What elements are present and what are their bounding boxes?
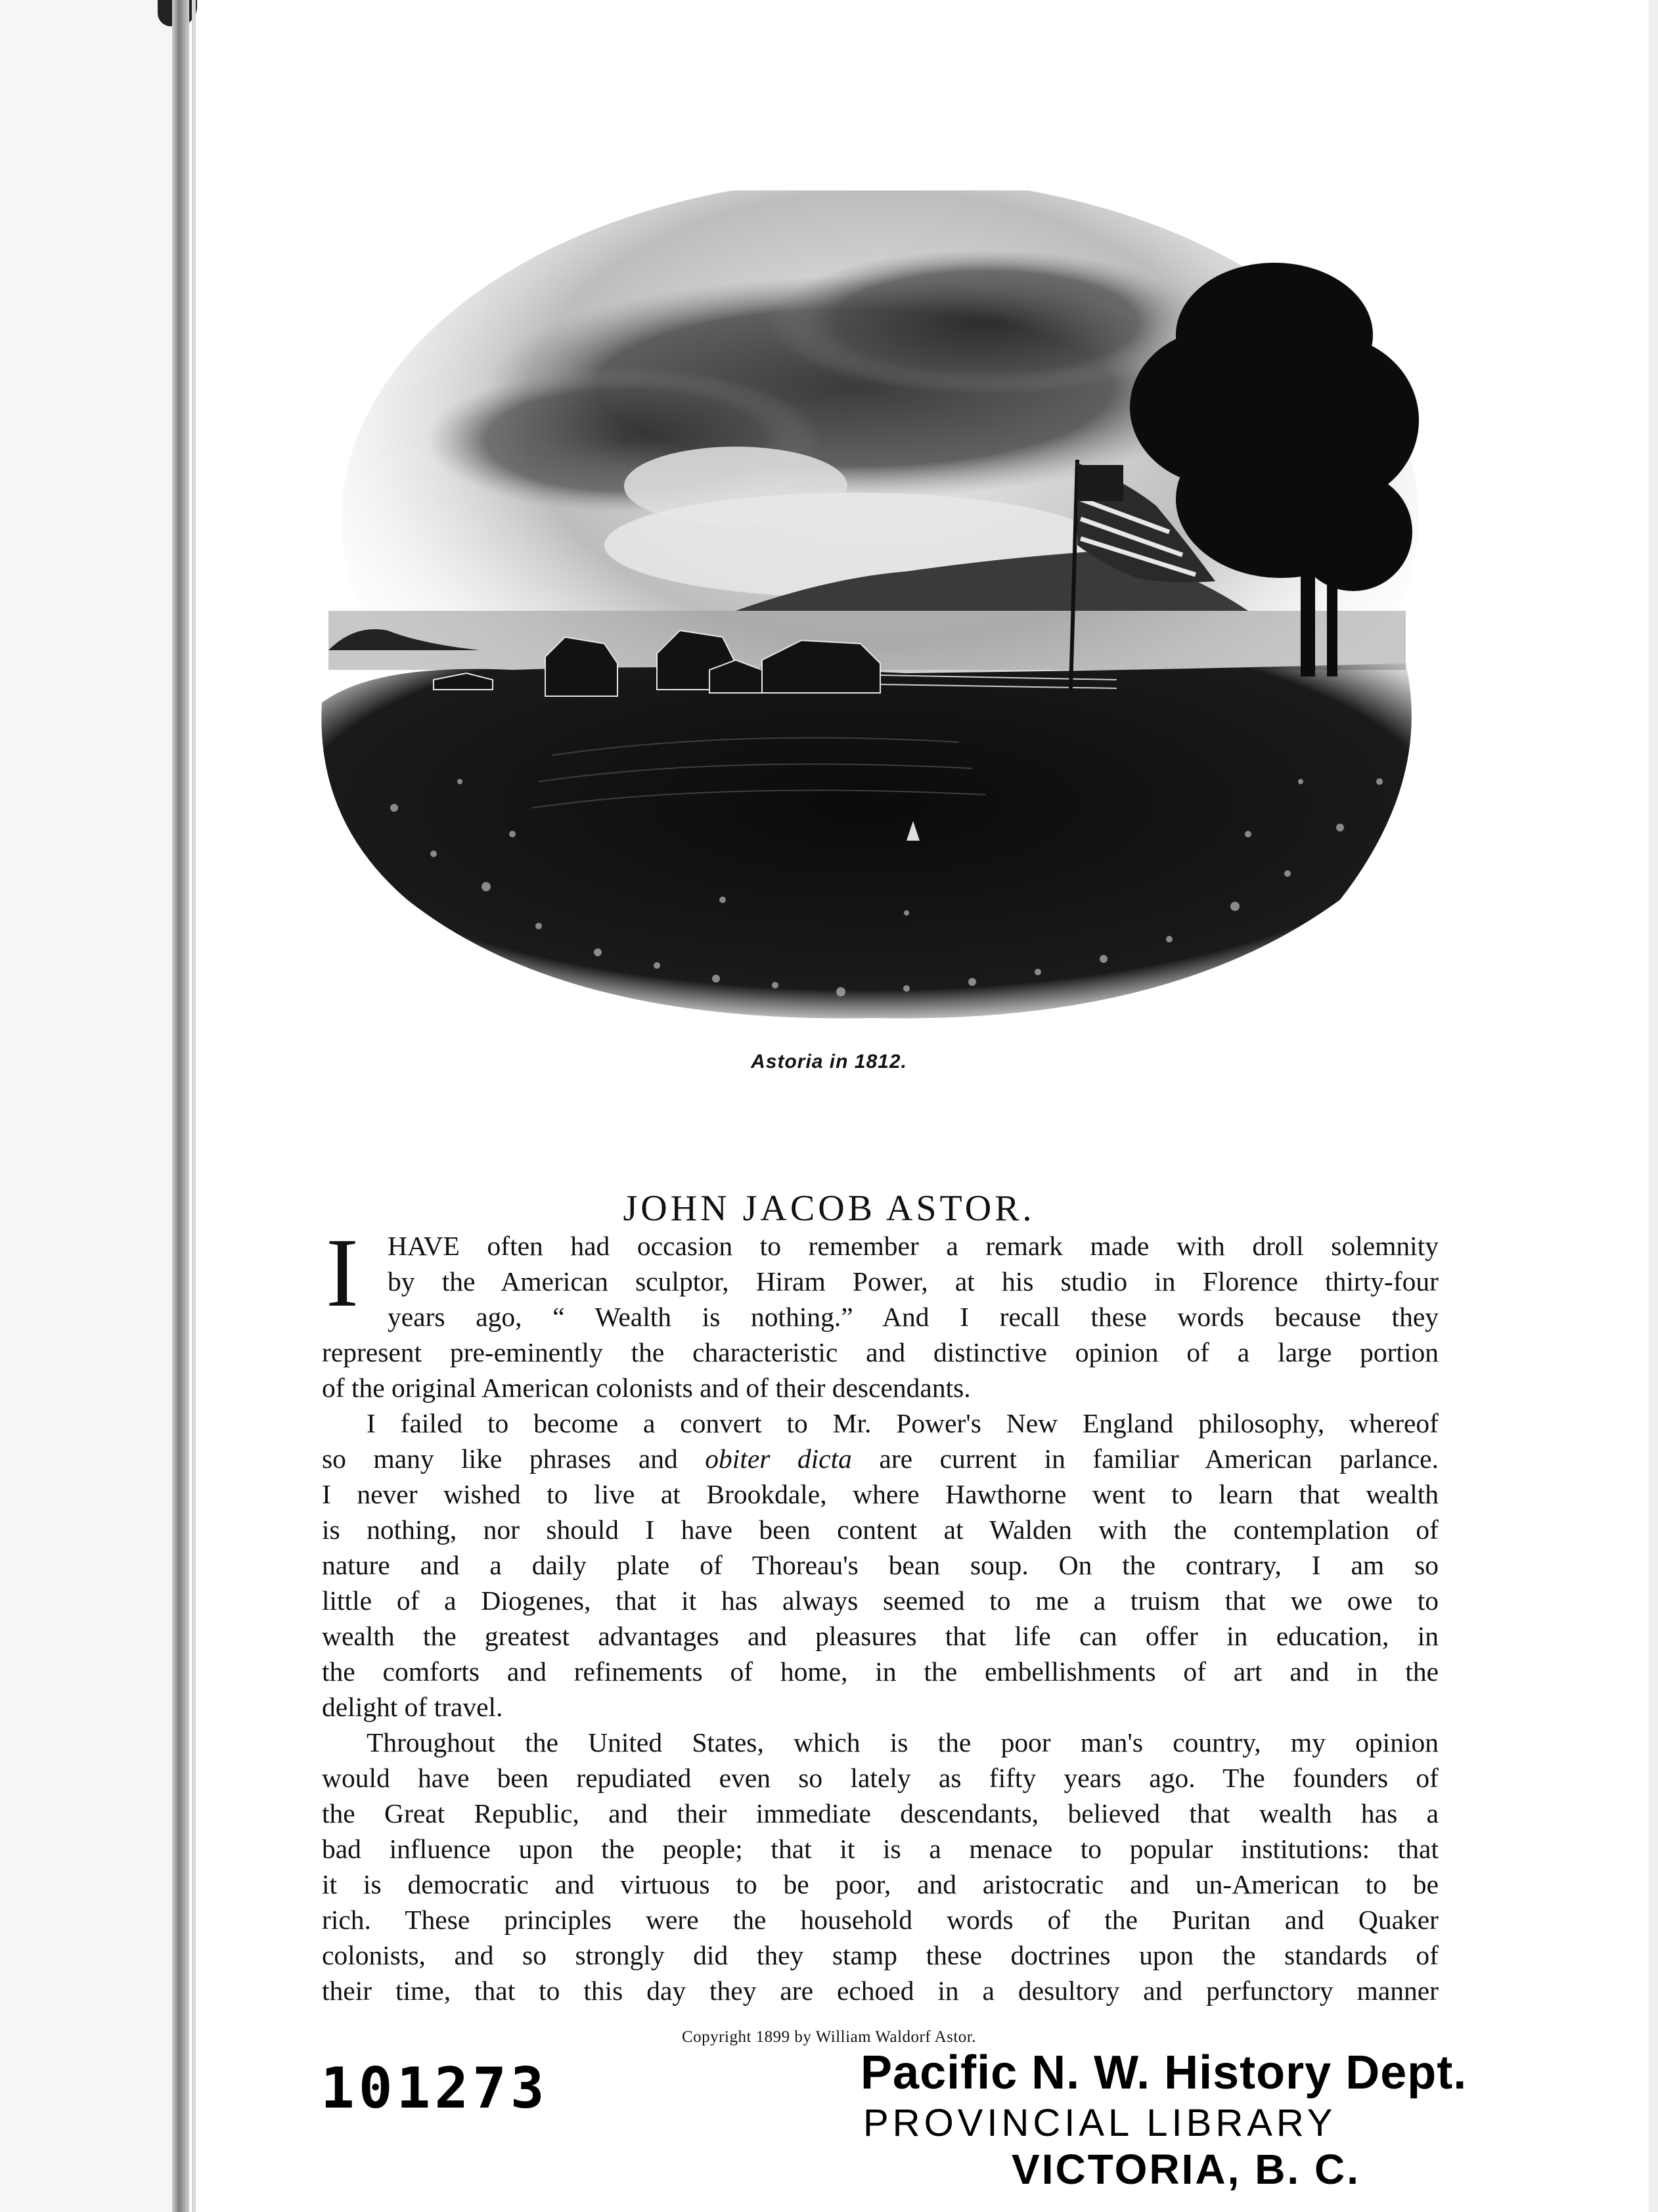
latin-phrase: obiter dicta bbox=[705, 1444, 852, 1474]
text-line: colonists, and so strongly did they stamp these doctrines upon the standards of bbox=[322, 1940, 1439, 1970]
binding-gutter-edge bbox=[192, 0, 196, 2212]
stamp-library: PROVINCIAL LIBRARY bbox=[863, 2102, 1337, 2144]
scan-binding-margin bbox=[0, 0, 190, 2212]
text-line: Throughout the United States, which is the poor man's country, my opinion bbox=[367, 1727, 1439, 1758]
article-title: JOHN JACOB ASTOR. bbox=[623, 1187, 1035, 1229]
text-line: years ago, “ Wealth is nothing.” And I recall these words because they bbox=[388, 1302, 1439, 1332]
illustration-caption: Astoria in 1812. bbox=[751, 1051, 907, 1073]
drop-cap: I bbox=[326, 1218, 359, 1327]
article-body bbox=[322, 1218, 1439, 2008]
page-right-edge bbox=[1649, 0, 1658, 2212]
text-line: wealth the greatest advantages and pleasures that life can offer in education, in bbox=[322, 1621, 1439, 1651]
text-line: I never wished to live at Brookdale, where Hawthorne went to learn that wealth bbox=[322, 1479, 1439, 1509]
text-line: so many like phrases and obiter dicta are current in familiar American parlance. bbox=[322, 1444, 1439, 1474]
text-line: of the original American colonists and of their descendants. bbox=[322, 1373, 971, 1403]
binding-gutter bbox=[172, 0, 189, 2212]
text-line: their time, that to this day they are echoed in a desultory and perfunctory manner bbox=[322, 1976, 1439, 2006]
text-line: delight of travel. bbox=[322, 1692, 503, 1722]
library-stamp bbox=[861, 2046, 1468, 2194]
text-line: I failed to become a convert to Mr. Power's New England philosophy, whereof bbox=[367, 1408, 1439, 1438]
text-line: it is democratic and virtuous to be poor, and aristocratic and un-American to be bbox=[322, 1869, 1439, 1899]
text-line: by the American sculptor, Hiram Power, at his studio in Florence thirty-four bbox=[388, 1266, 1439, 1296]
text-line: nature and a daily plate of Thoreau's bean soup. On the contrary, I am so bbox=[322, 1550, 1439, 1580]
stamp-location: VICTORIA, B. C. bbox=[1012, 2146, 1360, 2193]
text-line: HAVE often had occasion to remember a remark made with droll solemnity bbox=[388, 1231, 1439, 1261]
text-line: little of a Diogenes, that it has always seemed to me a truism that we owe to bbox=[322, 1585, 1439, 1616]
paragraph-3 bbox=[322, 1725, 1439, 2008]
astoria-illustration bbox=[315, 190, 1432, 1025]
text-line: bad influence upon the people; that it is a menace to popular institutions: that bbox=[322, 1834, 1439, 1864]
text-line: is nothing, nor should I have been content at Walden with the contemplation of bbox=[322, 1515, 1439, 1545]
stamp-department: Pacific N. W. History Dept. bbox=[861, 2046, 1468, 2099]
text-line: rich. These principles were the household words of the Puritan and Quaker bbox=[322, 1905, 1439, 1935]
paragraph-1 bbox=[322, 1218, 1439, 1405]
text-line: the comforts and refinements of home, in the embellishments of art and in the bbox=[322, 1656, 1439, 1687]
text-line: the Great Republic, and their immediate descendants, believed that wealth has a bbox=[322, 1798, 1439, 1828]
text-line: would have been repudiated even so lately as fifty years ago. The founders of bbox=[322, 1763, 1439, 1793]
accession-number: 101273 bbox=[321, 2056, 549, 2121]
copyright-notice: Copyright 1899 by William Waldorf Astor. bbox=[682, 2028, 976, 2046]
paragraph-2 bbox=[322, 1405, 1439, 1725]
text-line: represent pre-eminently the characteristic and distinctive opinion of a large portion bbox=[322, 1337, 1439, 1367]
